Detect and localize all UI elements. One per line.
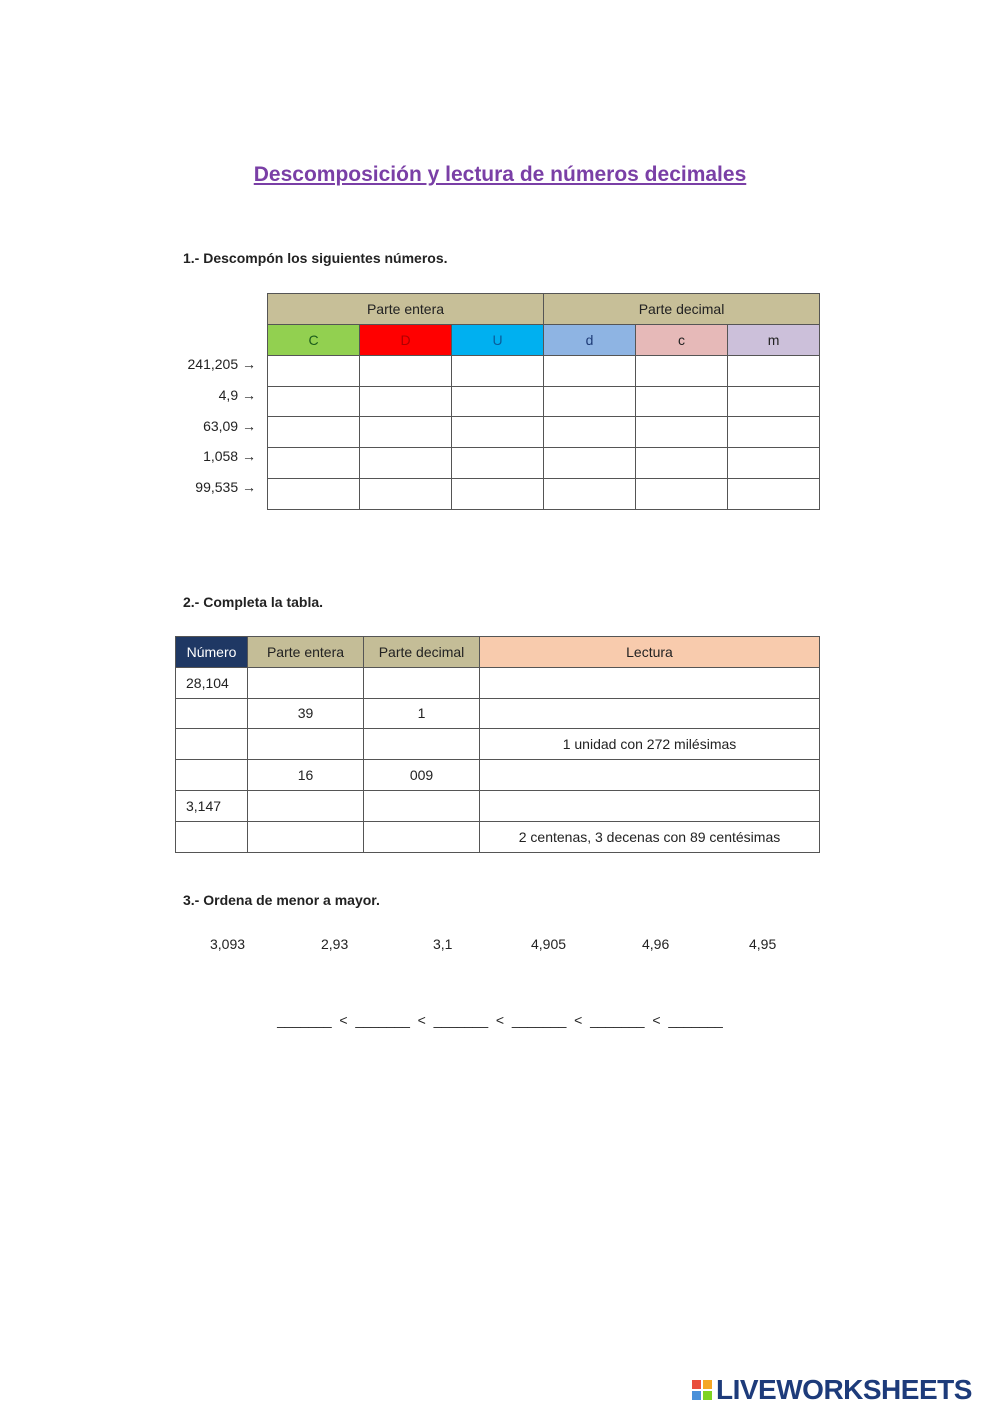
complete-table-cell[interactable] — [480, 790, 820, 821]
column-header-1: D — [360, 325, 452, 356]
complete-table-row — [176, 760, 820, 791]
complete-table-header — [176, 637, 820, 668]
complete-table-cell[interactable] — [364, 821, 480, 852]
complete-table-cell[interactable] — [248, 821, 364, 852]
answer-cell[interactable] — [544, 417, 636, 448]
answer-cell[interactable] — [452, 478, 544, 509]
complete-table-cell: 16 — [248, 760, 364, 791]
complete-table-cell[interactable] — [248, 729, 364, 760]
complete-table-header-1: Parte entera — [248, 637, 364, 668]
answer-cell[interactable] — [636, 478, 728, 509]
answer-cell[interactable] — [544, 355, 636, 386]
complete-table-cell[interactable] — [364, 790, 480, 821]
decomposition-row — [268, 386, 820, 417]
section1-heading: 1.- Descompón los siguientes números. — [183, 250, 448, 266]
row-label: 241,205 → — [187, 356, 256, 372]
answer-cell[interactable] — [728, 448, 820, 479]
complete-table-cell[interactable] — [248, 667, 364, 698]
logo-square — [703, 1391, 712, 1400]
complete-table-cell[interactable] — [176, 821, 248, 852]
complete-table-cell: 009 — [364, 760, 480, 791]
number-to-order: 3,1 — [433, 936, 453, 952]
answer-cell[interactable] — [544, 386, 636, 417]
complete-table-cell[interactable] — [176, 760, 248, 791]
decomposition-row — [268, 478, 820, 509]
column-header-3: d — [544, 325, 636, 356]
answer-cell[interactable] — [360, 355, 452, 386]
number-to-order: 2,93 — [321, 936, 349, 952]
complete-table-row — [176, 821, 820, 852]
group-header-decimal: Parte decimal — [544, 294, 820, 325]
section3-heading: 3.- Ordena de menor a mayor. — [183, 892, 380, 908]
complete-table-cell: 28,104 — [176, 667, 248, 698]
complete-table-cell[interactable] — [176, 698, 248, 729]
answer-cell[interactable] — [544, 478, 636, 509]
complete-table-row — [176, 790, 820, 821]
row-label: 99,535 → — [195, 479, 256, 496]
answer-cell[interactable] — [268, 355, 360, 386]
decomposition-table — [267, 293, 820, 510]
answer-cell[interactable] — [268, 386, 360, 417]
page-title: Descomposición y lectura de números decimales — [253, 163, 747, 186]
decomposition-row — [268, 417, 820, 448]
logo-text: LIVEWORKSHEETS — [716, 1374, 972, 1405]
answer-cell[interactable] — [636, 417, 728, 448]
decomposition-row — [268, 355, 820, 386]
section2-heading: 2.- Completa la tabla. — [183, 594, 324, 610]
complete-table-cell[interactable] — [480, 698, 820, 729]
answer-cell[interactable] — [268, 417, 360, 448]
number-to-order: 3,093 — [210, 936, 246, 952]
row-label: 63,09 → — [203, 417, 256, 434]
answer-cell[interactable] — [728, 386, 820, 417]
complete-table-header-3: Lectura — [480, 637, 820, 668]
group-header-integer: Parte entera — [268, 294, 544, 325]
row-label: 1,058 → — [203, 448, 256, 465]
complete-table — [175, 636, 820, 853]
complete-table-row — [176, 667, 820, 698]
logo-square — [692, 1391, 701, 1400]
complete-table-cell[interactable] — [176, 729, 248, 760]
complete-table-cell: 39 — [248, 698, 364, 729]
column-header-2: U — [452, 325, 544, 356]
column-header-4: c — [636, 325, 728, 356]
answer-cell[interactable] — [452, 386, 544, 417]
answer-cell[interactable] — [452, 355, 544, 386]
complete-table-cell: 1 unidad con 272 milésimas — [480, 729, 820, 760]
answer-cell[interactable] — [728, 478, 820, 509]
logo-square — [703, 1380, 712, 1389]
complete-table-cell[interactable] — [364, 667, 480, 698]
answer-cell[interactable] — [452, 448, 544, 479]
row-label: 4,9 → — [218, 386, 256, 403]
answer-cell[interactable] — [636, 355, 728, 386]
number-to-order: 4,905 — [531, 936, 567, 952]
answer-cell[interactable] — [636, 448, 728, 479]
complete-table-cell[interactable] — [480, 667, 820, 698]
logo-icon — [692, 1380, 712, 1400]
answer-cell[interactable] — [544, 448, 636, 479]
complete-table-header-2: Parte decimal — [364, 637, 480, 668]
answer-cell[interactable] — [360, 386, 452, 417]
column-header-0: C — [268, 325, 360, 356]
answer-cell[interactable] — [636, 386, 728, 417]
answer-cell[interactable] — [728, 355, 820, 386]
place-value-header-row — [268, 325, 820, 356]
answer-cell[interactable] — [360, 478, 452, 509]
complete-table-cell[interactable] — [480, 760, 820, 791]
decomposition-row — [268, 448, 820, 479]
answer-cell[interactable] — [728, 417, 820, 448]
complete-table-cell[interactable] — [364, 729, 480, 760]
logo-square — [692, 1380, 701, 1389]
complete-table-cell: 3,147 — [176, 790, 248, 821]
answer-cell[interactable] — [452, 417, 544, 448]
answer-cell[interactable] — [360, 417, 452, 448]
complete-table-cell[interactable] — [248, 790, 364, 821]
answer-cell[interactable] — [268, 448, 360, 479]
complete-table-row — [176, 729, 820, 760]
order-blanks[interactable]: _______ < _______ < _______ < _______ < _______ < _______ — [277, 1012, 723, 1028]
answer-cell[interactable] — [268, 478, 360, 509]
complete-table-cell: 1 — [364, 698, 480, 729]
answer-cell[interactable] — [360, 448, 452, 479]
liveworksheets-logo — [692, 1374, 972, 1406]
complete-table-row — [176, 698, 820, 729]
complete-table-header-0: Número — [176, 637, 248, 668]
column-header-5: m — [728, 325, 820, 356]
number-to-order: 4,95 — [749, 936, 777, 952]
number-to-order: 4,96 — [642, 936, 670, 952]
complete-table-cell: 2 centenas, 3 decenas con 89 centésimas — [480, 821, 820, 852]
